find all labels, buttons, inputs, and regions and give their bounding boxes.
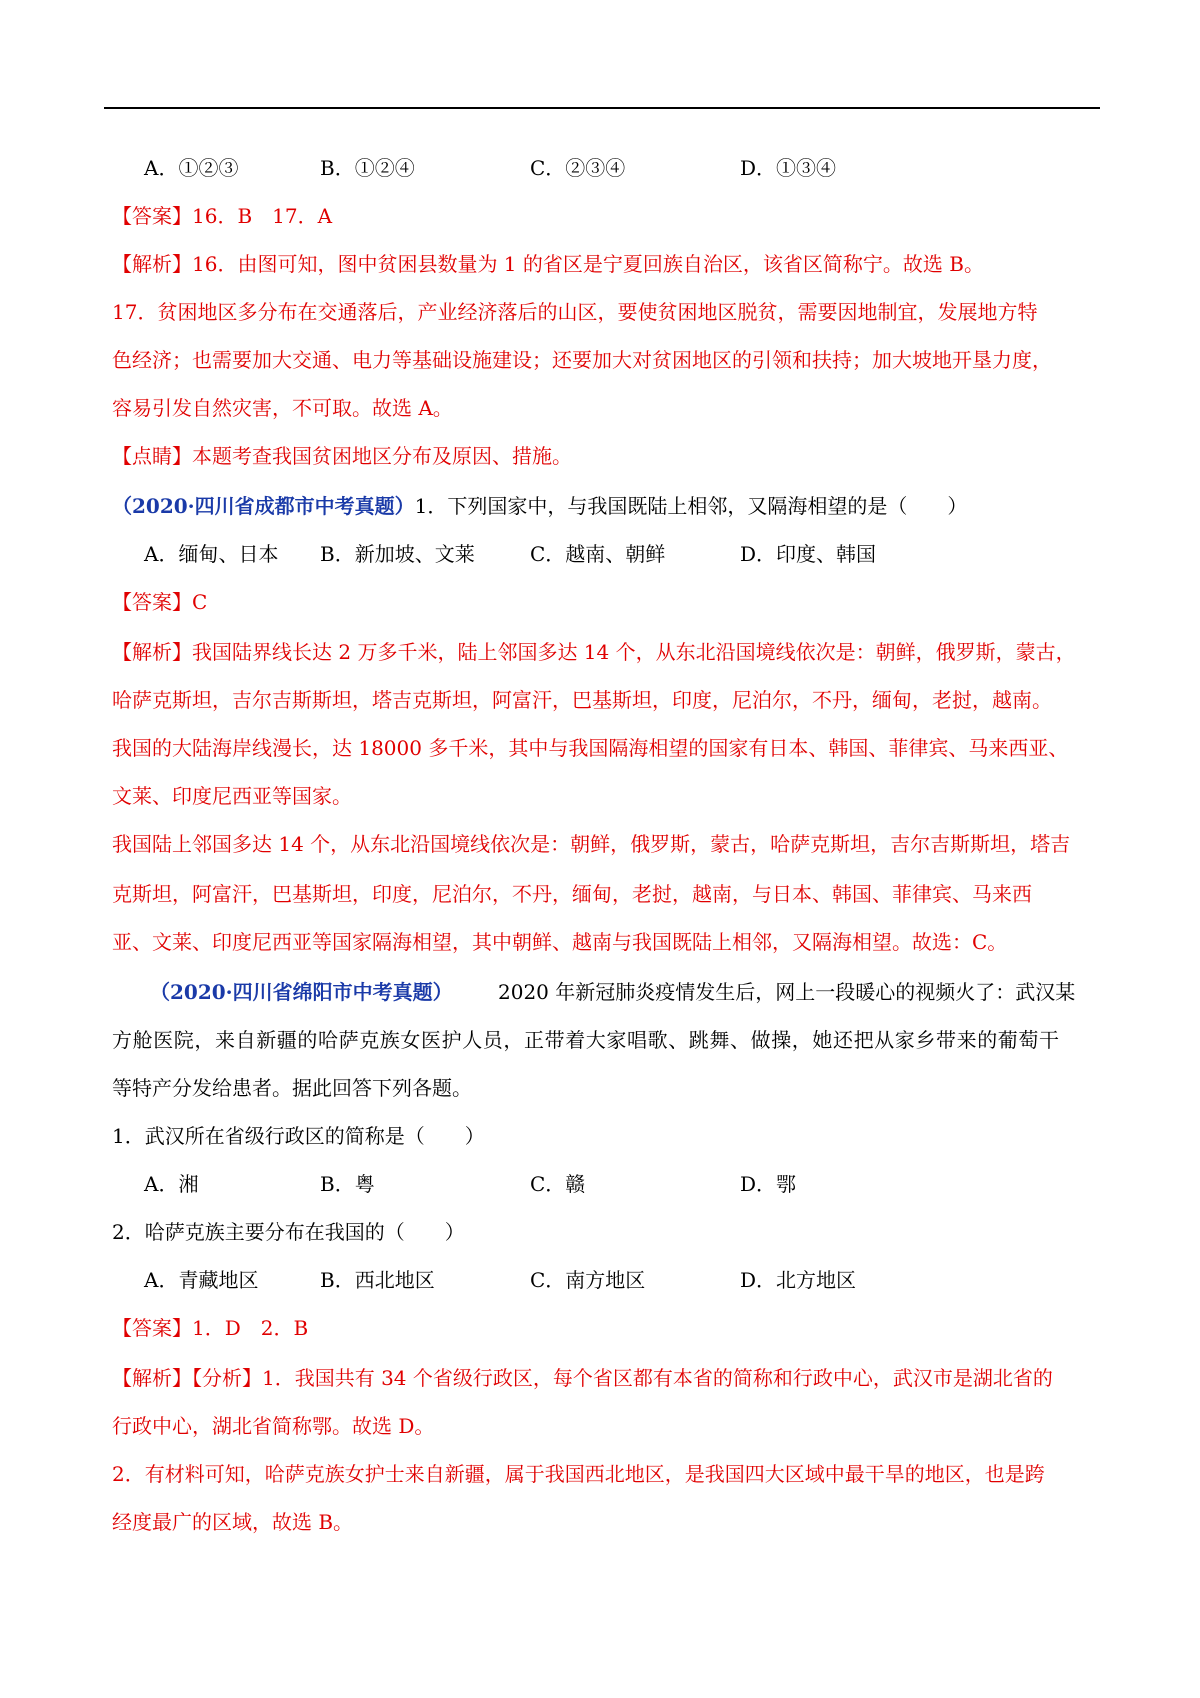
q16-17-analysis-line3: 色经济；也需要加大交通、电力等基础设施建设；还要加大对贫困地区的引领和扶持；加大坡地开垦力度， [112, 348, 1052, 372]
option-b: B．①②④ [320, 156, 415, 180]
mianyang-intro-line1: 2020 年新冠肺炎疫情发生后，网上一段暖心的视频火了：武汉某 [498, 980, 1076, 1004]
answer-text: C [192, 590, 208, 614]
chengdu-analysis-line3: 我国的大陆海岸线漫长，达 18000 多千米，其中与我国隔海相望的国家有日本、韩国、菲律宾、马来西亚、 [112, 736, 1069, 760]
option-c: C．南方地区 [530, 1268, 646, 1292]
analysis-text: 16．由图可知，图中贫困县数量为 1 的省区是宁夏回族自治区，该省区简称宁。故选 B。 [192, 252, 984, 276]
option-a: A．青藏地区 [144, 1268, 259, 1292]
header-rule [104, 107, 1100, 109]
option-b: B．新加坡、文莱 [320, 542, 475, 566]
q16-17-analysis-line4: 容易引发自然灾害，不可取。故选 A。 [112, 396, 453, 420]
answer-text: 1．D 2．B [192, 1316, 309, 1340]
option-a: A．湘 [144, 1172, 199, 1196]
mianyang-analysis-line3: 2．有材料可知，哈萨克族女护士来自新疆，属于我国西北地区，是我国四大区域中最干旱的地区，也是跨 [112, 1462, 1045, 1486]
option-a: A．缅甸、日本 [144, 542, 279, 566]
chengdu-question [112, 494, 967, 518]
chengdu-answer [112, 590, 207, 614]
mianyang-analysis-line2: 行政中心，湖北省简称鄂。故选 D。 [112, 1414, 435, 1438]
option-a: A．①②③ [144, 156, 239, 180]
mianyang-analysis-line1 [112, 1366, 1053, 1390]
mianyang-q2: 2．哈萨克族主要分布在我国的（ ） [112, 1220, 465, 1244]
chengdu-analysis-line2: 哈萨克斯坦，吉尔吉斯斯坦，塔吉克斯坦，阿富汗，巴基斯坦，印度，尼泊尔，不丹，缅甸，老挝，越南。 [112, 688, 1052, 712]
option-d: D．鄂 [740, 1172, 797, 1196]
chengdu-analysis-line6: 克斯坦，阿富汗，巴基斯坦，印度，尼泊尔，不丹，缅甸，老挝，越南，与日本、韩国、菲律宾、马来西 [112, 882, 1032, 906]
mianyang-q1: 1．武汉所在省级行政区的简称是（ ） [112, 1124, 485, 1148]
chengdu-stem: 1．下列国家中，与我国既陆上相邻，又隔海相望的是（ ） [414, 494, 968, 518]
chengdu-analysis-line4: 文莱、印度尼西亚等国家。 [112, 784, 352, 808]
analysis-text: 我国陆界线长达 2 万多千米，陆上邻国多达 14 个，从东北沿国境线依次是：朝鲜，俄罗斯，蒙古， [192, 640, 1076, 664]
q16-17-analysis-line1 [112, 252, 984, 276]
tip-text: 本题考查我国贫困地区分布及原因、措施。 [192, 444, 572, 468]
option-c: C．越南、朝鲜 [530, 542, 666, 566]
chengdu-options [0, 542, 1200, 566]
option-d: D．北方地区 [740, 1268, 857, 1292]
option-b: B．西北地区 [320, 1268, 435, 1292]
chengdu-analysis-line5: 我国陆上邻国多达 14 个，从东北沿国境线依次是：朝鲜，俄罗斯，蒙古，哈萨克斯坦，吉尔吉斯斯坦，塔吉 [112, 832, 1071, 856]
analysis-tag: 【解析】【分析】 [112, 1366, 262, 1390]
mianyang-answer [112, 1316, 308, 1340]
q16-17-answer [112, 204, 332, 228]
mianyang-source: （2020·四川省绵阳市中考真题） [150, 980, 453, 1004]
tip-tag: 【点睛】 [112, 444, 192, 468]
q16-17-analysis-line2: 17．贫困地区多分布在交通落后，产业经济落后的山区，要使贫困地区脱贫，需要因地制宜，发展地方特 [112, 300, 1038, 324]
analysis-tag: 【解析】 [112, 252, 192, 276]
option-c: C．②③④ [530, 156, 626, 180]
answer-tag: 【答案】 [112, 590, 192, 614]
mianyang-intro-line3: 等特产分发给患者。据此回答下列各题。 [112, 1076, 472, 1100]
chengdu-analysis-line1 [112, 640, 1076, 664]
q16-17-options [0, 156, 1200, 180]
answer-text: 16．B 17．A [192, 204, 333, 228]
analysis-text: 1．我国共有 34 个省级行政区，每个省区都有本省的简称和行政中心，武汉市是湖北省的 [262, 1366, 1053, 1390]
option-d: D．印度、韩国 [740, 542, 877, 566]
option-d: D．①③④ [740, 156, 837, 180]
answer-tag: 【答案】 [112, 1316, 192, 1340]
answer-tag: 【答案】 [112, 204, 192, 228]
mianyang-analysis-line4: 经度最广的区域，故选 B。 [112, 1510, 354, 1534]
q16-17-tip [112, 444, 572, 468]
option-c: C．赣 [530, 1172, 586, 1196]
mianyang-q1-options [0, 1172, 1200, 1196]
mianyang-intro-line2: 方舱医院，来自新疆的哈萨克族女医护人员，正带着大家唱歌、跳舞、做操，她还把从家乡带来的葡萄干 [112, 1028, 1060, 1052]
chengdu-analysis-line7: 亚、文莱、印度尼西亚等国家隔海相望，其中朝鲜、越南与我国既陆上相邻，又隔海相望。故选：C。 [112, 930, 1008, 954]
mianyang-q2-options [0, 1268, 1200, 1292]
chengdu-source: （2020·四川省成都市中考真题） [112, 494, 415, 518]
analysis-tag: 【解析】 [112, 640, 192, 664]
option-b: B．粤 [320, 1172, 375, 1196]
